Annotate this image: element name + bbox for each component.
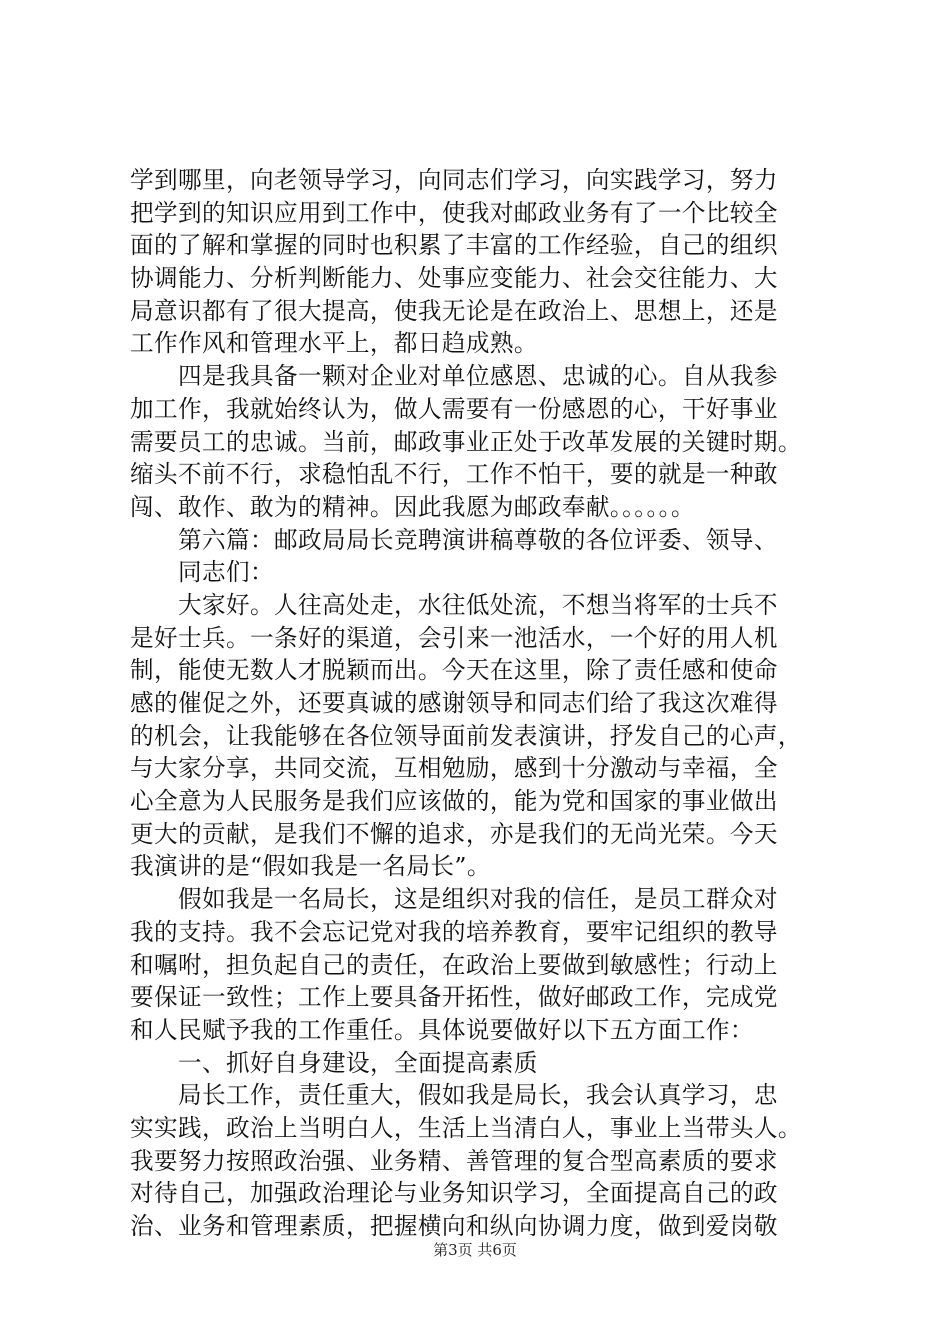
text-line: 对待自己，加强政治理论与业务知识学习，全面提高自己的政 bbox=[130, 1179, 778, 1208]
text-line: 学到哪里，向老领导学习，向同志们学习，向实践学习，努力 bbox=[130, 166, 778, 194]
text-line: 把学到的知识应用到工作中，使我对邮政业务有了一个比较全 bbox=[130, 198, 778, 227]
text-line: 闯、敢作、敢为的精神。因此我愿为邮政奉献。。。。。。 bbox=[130, 492, 695, 521]
text-line: 是好士兵。一条好的渠道，会引来一池活水，一个好的用人机 bbox=[130, 623, 778, 652]
text-line: 面的了解和掌握的同时也积累了丰富的工作经验，自己的组织 bbox=[130, 231, 778, 260]
text-line: 我演讲的是“假如我是一名局长”。 bbox=[130, 852, 491, 881]
text-line: 一、抓好自身建设，全面提高素质 bbox=[178, 1048, 538, 1077]
text-line: 与大家分享，共同交流，互相勉励，感到十分激动与幸福，全 bbox=[130, 754, 778, 783]
text-line: 更大的贡献，是我们不懈的追求，亦是我们的无尚光荣。今天 bbox=[130, 819, 778, 848]
text-line: 协调能力、分析判断能力、处事应变能力、社会交往能力、大 bbox=[130, 264, 778, 293]
document-body bbox=[130, 164, 830, 1243]
text-line: 第六篇：邮政局局长竞聘演讲稿尊敬的各位评委、领导、 bbox=[178, 525, 778, 554]
text-line: 缩头不前不行，求稳怕乱不行，工作不怕干，要的就是一种敢 bbox=[130, 460, 778, 489]
text-line: 假如我是一名局长，这是组织对我的信任，是员工群众对 bbox=[178, 885, 778, 914]
text-line: 加工作，我就始终认为，做人需要有一份感恩的心，干好事业 bbox=[130, 394, 778, 423]
text-line: 和嘱咐，担负起自己的责任，在政治上要做到敏感性；行动上 bbox=[130, 950, 778, 979]
text-line: 我的支持。我不会忘记党对我的培养教育，要牢记组织的教导 bbox=[130, 917, 778, 946]
text-line: 实实践，政治上当明白人，生活上当清白人，事业上当带头人。 bbox=[130, 1113, 802, 1142]
text-line: 心全意为人民服务是我们应该做的，能为党和国家的事业做出 bbox=[130, 787, 778, 816]
text-line: 和人民赋予我的工作重任。具体说要做好以下五方面工作： bbox=[130, 1015, 754, 1044]
text-line: 的机会，让我能够在各位领导面前发表演讲，抒发自己的心声， bbox=[130, 721, 802, 750]
text-line: 局意识都有了很大提高，使我无论是在政治上、思想上，还是 bbox=[130, 296, 778, 325]
text-line: 四是我具备一颗对企业对单位感恩、忠诚的心。自从我参 bbox=[178, 362, 778, 391]
text-line: 需要员工的忠诚。当前，邮政事业正处于改革发展的关键时期。 bbox=[130, 427, 802, 456]
text-line: 工作作风和管理水平上，都日趋成熟。 bbox=[130, 329, 538, 358]
text-line: 要保证一致性；工作上要具备开拓性，做好邮政工作，完成党 bbox=[130, 983, 778, 1012]
text-line: 局长工作，责任重大，假如我是局长，我会认真学习，忠 bbox=[178, 1081, 778, 1110]
page-footer: 第3页 共6页 bbox=[433, 1241, 517, 1259]
text-line: 治、业务和管理素质，把握横向和纵向协调力度，做到爱岗敬 bbox=[130, 1212, 778, 1240]
text-line: 我要努力按照政治强、业务精、善管理的复合型高素质的要求 bbox=[130, 1146, 778, 1175]
text-line: 同志们： bbox=[178, 558, 274, 587]
text-line: 大家好。人往高处走，水往低处流，不想当将军的士兵不 bbox=[178, 590, 778, 619]
text-line: 感的催促之外，还要真诚的感谢领导和同志们给了我这次难得 bbox=[130, 689, 778, 717]
text-line: 制，能使无数人才脱颖而出。今天在这里，除了责任感和使命 bbox=[130, 656, 778, 685]
